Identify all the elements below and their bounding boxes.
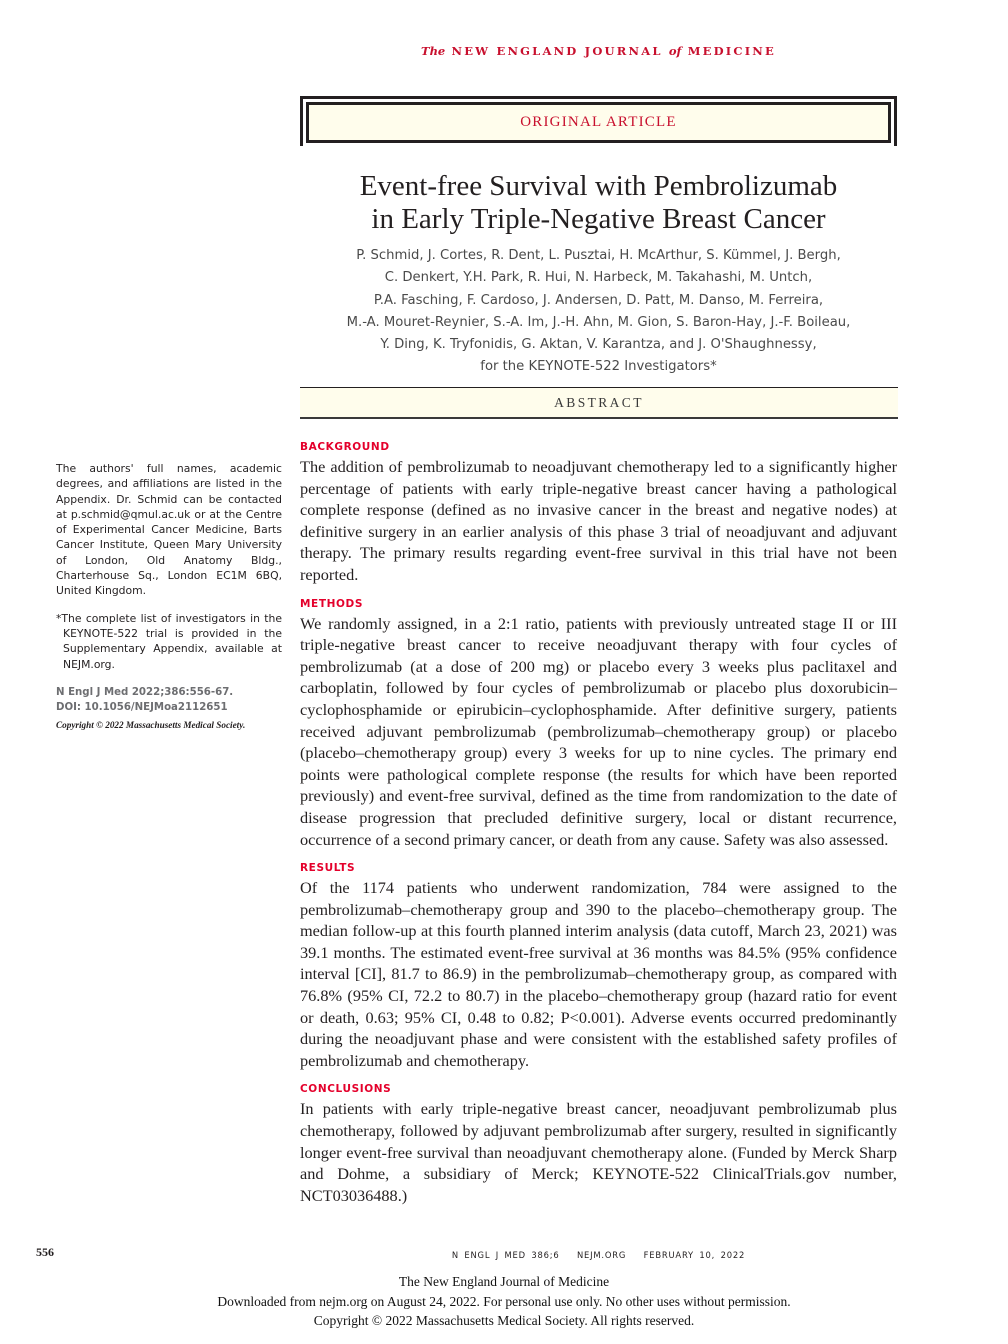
section-heading: METHODS: [300, 597, 363, 610]
abstract-banner: [300, 387, 898, 419]
masthead-of: of: [668, 44, 682, 58]
notice-download: Downloaded from nejm.org on August 24, 2022. For personal use only. No other uses without permission.: [217, 1293, 791, 1309]
citation-block: [56, 685, 282, 715]
affiliation-note: The authors' full names, academic degrees, and affiliations are listed in the Appendix. Dr. Schmid can be contacted at p.schmid@qmul.ac.uk or at the Centre of Experimental Cancer Medicine, Barts Cancer Institute, Queen Mary University of London, Old Anatomy Bldg., Charterhouse Sq., London EC1M 6BQ, United Kingdom.: [56, 462, 282, 598]
footer-site: NEJM.ORG: [576, 1250, 627, 1260]
section-heading: BACKGROUND: [300, 441, 390, 453]
abstract-section-methods: [300, 597, 897, 851]
abstract-label: ABSTRACT: [554, 394, 644, 410]
abstract-section-results: [300, 861, 897, 1071]
abstract-body: [300, 440, 897, 1217]
section-text: The addition of pembrolizumab to neoadjuvant chemotherapy led to a significantly higher percentage of patients with early triple-negative breast cancer having a pathological complete response (defined as no invasive cancer in the breast and negative nodes) at definitive surgery in an earlier analysis of this phase 3 trial of neoadjuvant and adjuvant therapy. The primary results regarding event-free survival in this trial have not been reported.: [300, 457, 897, 584]
page-number: 556: [36, 1245, 54, 1259]
journal-masthead: [300, 44, 897, 58]
citation-ref: N Engl J Med 2022;386:556-67.: [56, 686, 234, 698]
sidebar-notes: [56, 461, 282, 733]
abstract-section-background: [300, 440, 897, 586]
article-title: [300, 170, 897, 236]
author-line: Y. Ding, K. Tryfonidis, G. Aktan, V. Karantza, and J. O'Shaughnessy,: [380, 337, 817, 353]
section-text: In patients with early triple-negative breast cancer, neoadjuvant pembrolizumab plus chemotherapy, followed by adjuvant pembrolizumab after surgery, resulted in significantly longer event-free survival than neoadjuvant chemotherapy alone. (Funded by Merck Sharp and Dohme, a subsidiary of Merck; KEYNOTE-522 ClinicalTrials.gov number, NCT03036488.): [300, 1099, 897, 1205]
title-line-1: Event-free Survival with Pembrolizumab: [359, 170, 838, 202]
author-line: for the KEYNOTE-522 Investigators*: [480, 359, 717, 375]
section-text: Of the 1174 patients who underwent randomization, 784 were assigned to the pembrolizumab–chemotherapy group and 390 to the placebo–chemotherapy group. The median follow-up at this fourth planned interim analysis (data cutoff, March 23, 2021) was 39.1 months. The estimated event-free survival at 36 months was 84.5% (95% confidence interval [CI], 81.7 to 86.9) in the pembrolizumab–chemotherapy group, as compared with 76.8% (95% CI, 72.2 to 80.7) in the placebo–chemotherapy group (hazard ratio for event or death, 0.63; 95% CI, 0.48 to 0.82; P<0.001). Adverse events occurred predominantly during the neoadjuvant phase and were consistent with the established safety profiles of pembrolizumab and chemotherapy.: [300, 878, 897, 1070]
investigators-note: *The complete list of investigators in the KEYNOTE-522 trial is provided in the Supplementary Appendix, available at NEJM.org.: [56, 611, 282, 671]
footer-journal-ref: N ENGL J MED 386;6: [451, 1250, 560, 1260]
title-line-2: in Early Triple-Negative Breast Cancer: [371, 203, 826, 235]
author-line: P.A. Fasching, F. Cardoso, J. Andersen, D. Patt, M. Danso, M. Ferreira,: [373, 292, 824, 308]
notice-journal: The New England Journal of Medicine: [398, 1274, 610, 1289]
author-line: C. Denkert, Y.H. Park, R. Hui, N. Harbeck, M. Takahashi, M. Untch,: [384, 270, 813, 286]
section-text: We randomly assigned, in a 2:1 ratio, patients with previously untreated stage II or III triple-negative breast cancer to receive neoadjuvant therapy with four cycles of pembrolizumab (at a dose of 200 mg) or placebo every 3 weeks plus paclitaxel and carboplatin, followed by four cycles of pembrolizumab or placebo plus doxorubicin–cyclophosphamide or epirubicin–cyclophosphamide. After definitive surgery, patients received adjuvant pembrolizumab (pembrolizumab–chemotherapy group) or placebo (placebo–chemotherapy group) every 3 weeks for up to nine cycles. The primary end points were pathological complete response (the results for which have been reported previously) and event-free survival, defined as the time from randomization to the date of disease progression that precluded definitive surgery, local or distant recurrence, occurrence of a second primary cancer, or death from any cause. Safety was also assessed.: [300, 613, 897, 849]
author-line: P. Schmid, J. Cortes, R. Dent, L. Pusztai, H. McArthur, S. Kümmel, J. Bergh,: [356, 248, 841, 263]
masthead-main: NEW ENGLAND JOURNAL: [451, 44, 663, 58]
article-type-box: [306, 102, 891, 143]
article-type-label: ORIGINAL ARTICLE: [520, 114, 677, 130]
section-heading: RESULTS: [300, 862, 356, 875]
masthead-prefix: The: [421, 44, 446, 58]
masthead-end: MEDICINE: [687, 44, 776, 58]
footer-date: FEBRUARY 10, 2022: [643, 1250, 746, 1260]
abstract-section-conclusions: [300, 1082, 897, 1206]
download-notice: [0, 1272, 1008, 1331]
author-line: M.-A. Mouret-Reynier, S.-A. Im, J.-H. Ahn, M. Gion, S. Baron-Hay, J.-F. Boileau,: [346, 314, 851, 330]
author-list: [300, 245, 897, 379]
sidebar-copyright: Copyright © 2022 Massachusetts Medical Society.: [56, 719, 246, 730]
section-heading: CONCLUSIONS: [300, 1083, 392, 1096]
notice-copyright: Copyright © 2022 Massachusetts Medical Society. All rights reserved.: [313, 1313, 695, 1328]
running-footer: [300, 1250, 897, 1260]
doi-link[interactable]: DOI: 10.1056/NEJMoa2112651: [56, 701, 228, 713]
